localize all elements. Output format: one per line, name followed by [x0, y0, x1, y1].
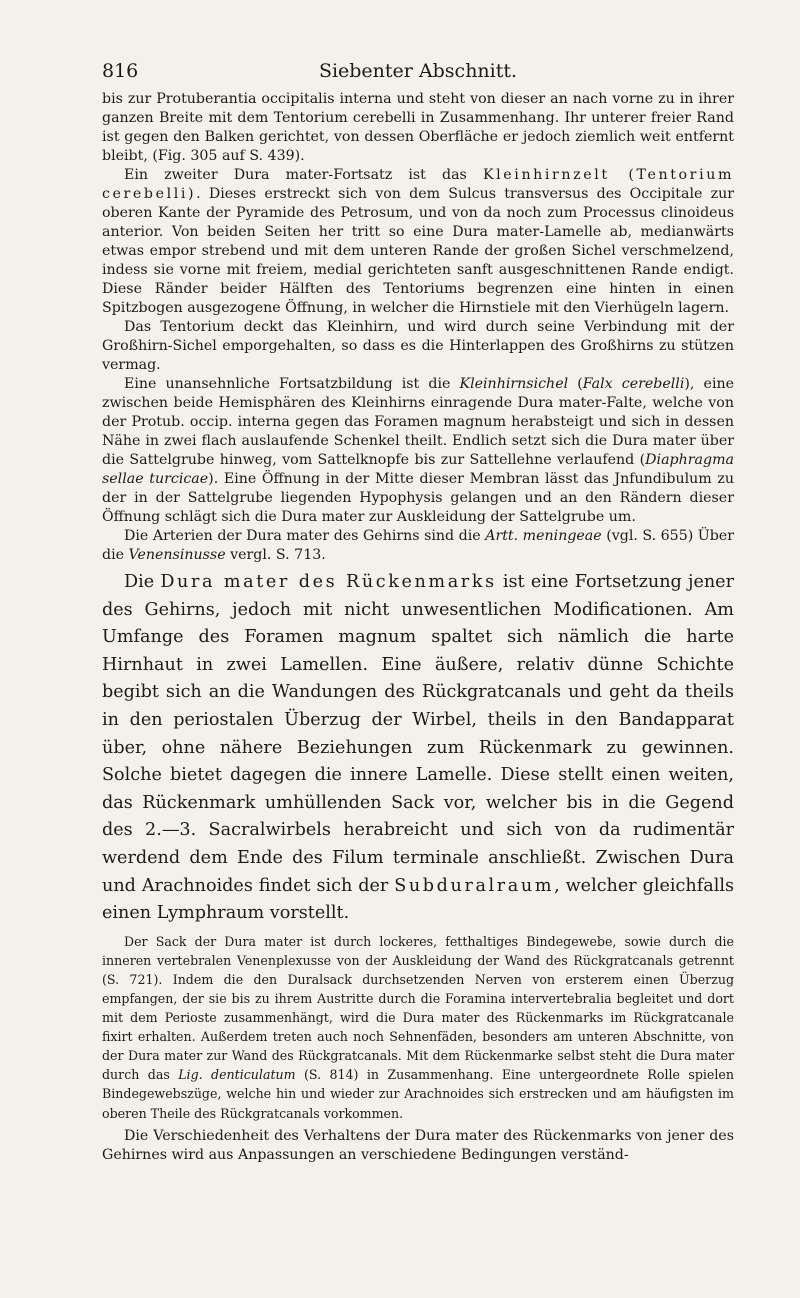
- paragraph-5-text-c: vergl. S. 713.: [225, 547, 326, 563]
- paragraph-7-text-a: Der Sack der Dura mater ist durch lockeres, fetthaltiges Bindegewebe, sowie durch die inneren vertebralen Venenplexusse von der Auskleidung der Wand des Rückgratcanals getrennt (S. 721). Indem die den Duralsack durchsetzenden Nerven von ersterem einen Überzug empfangen, der sie bis zu ihrem Austritte durch die Foramina intervertebralia begleitet und dort mit dem Perioste zusammenhängt, wird die Dura mater des Rückenmarks im Rückgratcanale fixirt erhalten. Außerdem treten auch noch Sehnenfäden, besonders am unteren Abschnitte, von der Dura mater zur Wand des Rückgratcanals. Mit dem Rückenmarke selbst steht die Dura mater durch das: [102, 933, 734, 1083]
- paragraph-3-text: Das Tentorium deckt das Kleinhirn, und wird durch seine Verbindung mit der Großhirn-Sichel emporgehalten, so dass es die Hinterlappen des Großhirns zu stützen vermag.: [102, 319, 734, 373]
- term-artt-meningeae: Artt. meningeae: [485, 528, 602, 544]
- term-lig-denticulatum: Lig. denticulatum: [178, 1067, 296, 1083]
- paragraph-4-text-b: (: [568, 376, 583, 392]
- term-diaphragma: Diaphragma sellae turcicae: [102, 452, 734, 487]
- paragraph-3: [102, 318, 734, 375]
- body-text: [102, 90, 734, 1165]
- paragraph-6-text-b: ist eine Fortsetzung jener des Gehirns, jedoch mit nicht unwesentlichen Modificationen. Am Umfange des Foramen magnum spaltet sich nämlich die harte Hirnhaut in zwei Lamellen. Eine äußere, relativ dünne Schichte begibt sich an die Wandungen des Rückgratcanals und geht da theils in den periostalen Überzug der Wirbel, theils in den Bandapparat über, ohne nähere Beziehungen zum Rückenmark zu gewinnen. Solche bietet dagegen die innere Lamelle. Diese stellt einen weiten, das Rückenmark umhüllenden Sack vor, welcher bis in die Gegend des 2.—3. Sacralwirbels herabreicht und sich von da rudimentär werdend dem Ende des Filum terminale anschließt. Zwischen Dura und Arachnoides findet sich der: [102, 572, 735, 896]
- term-falx-cerebelli: Falx cerebelli: [582, 376, 685, 392]
- paragraph-7-text-b: (S. 814) in Zusammenhang. Eine untergeordnete Rolle spielen Bindegewebszüge, welche hin und wieder zur Arachnoides sich erstrecken und am häufigsten im oberen Theile des Rückgratcanals vorkommen.: [102, 1067, 734, 1121]
- term-venensinusse: Venensinusse: [128, 547, 226, 563]
- running-head: Siebenter Abschnitt.: [318, 60, 518, 82]
- paragraph-8: [102, 1127, 734, 1165]
- paragraph-8-text: Die Verschiedenheit des Verhaltens der Dura mater des Rückenmarks von jener des Gehirnes wird aus Anpassungen an verschiedene Bedingungen verständ-: [102, 1127, 734, 1163]
- paragraph-6-text-c: , welcher gleichfalls einen Lymphraum vorstellt.: [102, 875, 735, 924]
- page-number: 816: [102, 60, 139, 82]
- term-kleinhirnzelt: Kleinhirnzelt (Tentorium cerebelli): [102, 167, 734, 202]
- paragraph-1: [102, 90, 734, 166]
- paragraph-6: [102, 569, 734, 928]
- paragraph-4-text-a: Eine unansehnliche Fortsatzbildung ist die: [124, 376, 460, 392]
- term-subduralraum: Subduralraum: [394, 875, 555, 896]
- paragraph-2-text-a: Ein zweiter Dura mater-Fortsatz ist das: [124, 167, 483, 183]
- paragraph-7: [102, 932, 734, 1123]
- paragraph-4-text-d: ). Eine Öffnung in der Mitte dieser Membran lässt das Jnfundibulum zu der in der Sattelgrube liegenden Hypophysis gelangen und an den Rändern dieser Öffnung schlägt sich die Dura mater zur Auskleidung der Sattelgrube um.: [102, 471, 734, 525]
- paragraph-4: [102, 375, 734, 527]
- page-header: [102, 0, 734, 90]
- term-dura-mater-rueckenmark: Dura mater des Rückenmarks: [160, 572, 497, 592]
- paragraph-5-text-b: (vgl. S. 655) Über die: [102, 528, 734, 563]
- paragraph-6-text-a: Die: [124, 572, 161, 592]
- paragraph-5: [102, 527, 734, 565]
- term-kleinhirnsichel: Kleinhirnsichel: [459, 376, 569, 392]
- paragraph-2-text-b: . Dieses erstreckt sich von dem Sulcus transversus des Occipitale zur oberen Kante der Pyramide des Petrosum, und von da noch zum Processus clinoideus anterior. Von beiden Seiten her tritt so eine Dura mater-Lamelle ab, medianwärts etwas empor strebend und mit dem unteren Rande der großen Sichel verschmelzend, indess sie vorne mit freiem, medial gerichteten sanft ausgeschnittenen Rande endigt. Diese Ränder beider Hälften des Tentoriums begrenzen eine hinten in einen Spitzbogen ausgezogene Öffnung, in welcher die Hirnstiele mit den Vierhügeln lagern.: [102, 186, 734, 316]
- paragraph-1-text: bis zur Protuberantia occipitalis interna und steht von dieser an nach vorne zu in ihrer ganzen Breite mit dem Tentorium cerebelli in Zusammenhang. Ihr unterer freier Rand ist gegen den Balken gerichtet, von dessen Oberfläche er jedoch ziemlich weit entfernt bleibt, (Fig. 305 auf S. 439).: [102, 91, 734, 164]
- paragraph-4-text-c: ), eine zwischen beide Hemisphären des Kleinhirns einragende Dura mater-Falte, welche von der Protub. occip. interna gegen das Foramen magnum herabsteigt und sich in dessen Nähe in zwei flach auslaufende Schenkel theilt. Endlich setzt sich die Dura mater über die Sattelgrube hinweg, vom Sattelknopfe bis zur Sattellehne verlaufend (: [102, 376, 735, 468]
- paragraph-5-text-a: Die Arterien der Dura mater des Gehirns sind die: [124, 528, 486, 544]
- paragraph-2: [102, 166, 734, 318]
